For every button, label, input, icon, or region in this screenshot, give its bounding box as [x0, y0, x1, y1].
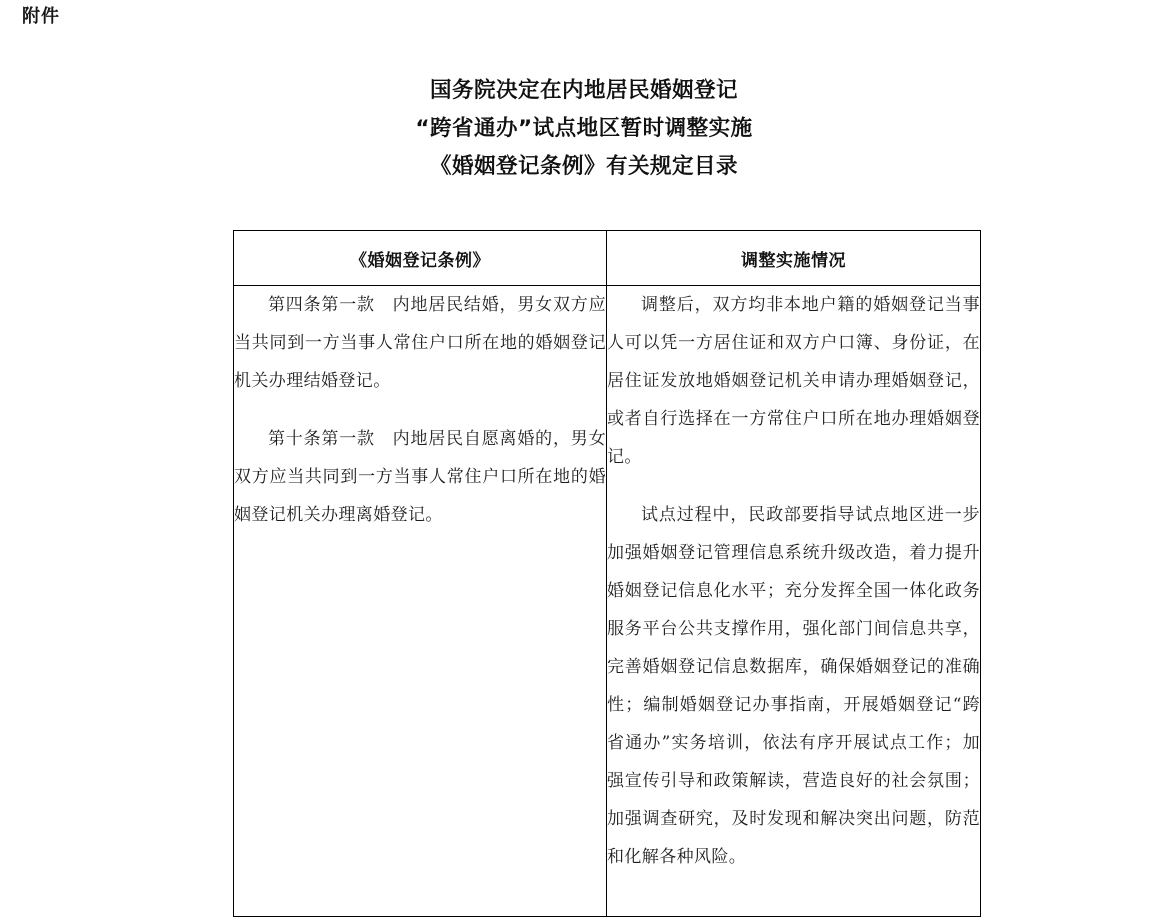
- table-cell-regulation: [234, 286, 607, 917]
- page-title-line-2: “跨省通办”试点地区暂时调整实施: [415, 116, 753, 141]
- table-header-adjustment: 调整实施情况: [607, 231, 981, 286]
- regulation-paragraph-article-4: 第四条第一款 内地居民结婚，男女双方应当共同到一方当事人常住户口所在地的婚姻登记机关办理结婚登记。: [234, 295, 606, 391]
- page-title-line-3: 《婚姻登记条例》有关规定目录: [429, 154, 738, 179]
- adjustment-paragraph-pilot-process: 试点过程中，民政部要指导试点地区进一步加强婚姻登记管理信息系统升级改造，着力提升婚姻登记信息化水平；充分发挥全国一体化政务服务平台公共支撑作用，强化部门间信息共享，完善婚姻登记信息数据库，确保婚姻登记的准确性；编制婚姻登记办事指南，开展婚姻登记“跨省通办”实务培训，依法有序开展试点工作；加强宣传引导和政策解读，营造良好的社会氛围；加强调查研究，及时发现和解决突出问题，防范和化解各种风险。: [607, 505, 980, 867]
- regulation-comparison-table: [233, 230, 981, 917]
- adjustment-paragraph-after-change: 调整后，双方均非本地户籍的婚姻登记当事人可以凭一方居住证和双方户口簿、身份证，在居住证发放地婚姻登记机关申请办理婚姻登记，或者自行选择在一方常住户口所在地办理婚姻登记。: [607, 295, 980, 467]
- table-header-row: [234, 231, 981, 286]
- table-row: [234, 286, 981, 917]
- regulation-paragraph-article-10: 第十条第一款 内地居民自愿离婚的，男女双方应当共同到一方当事人常住户口所在地的婚姻登记机关办理离婚登记。: [234, 429, 606, 525]
- table-header-regulation: 《婚姻登记条例》: [234, 231, 607, 286]
- attachment-label: 附件: [22, 6, 60, 27]
- table-cell-adjustment: [607, 286, 981, 917]
- page-title-line-1: 国务院决定在内地居民婚姻登记: [429, 78, 738, 103]
- page-title: [0, 72, 1168, 186]
